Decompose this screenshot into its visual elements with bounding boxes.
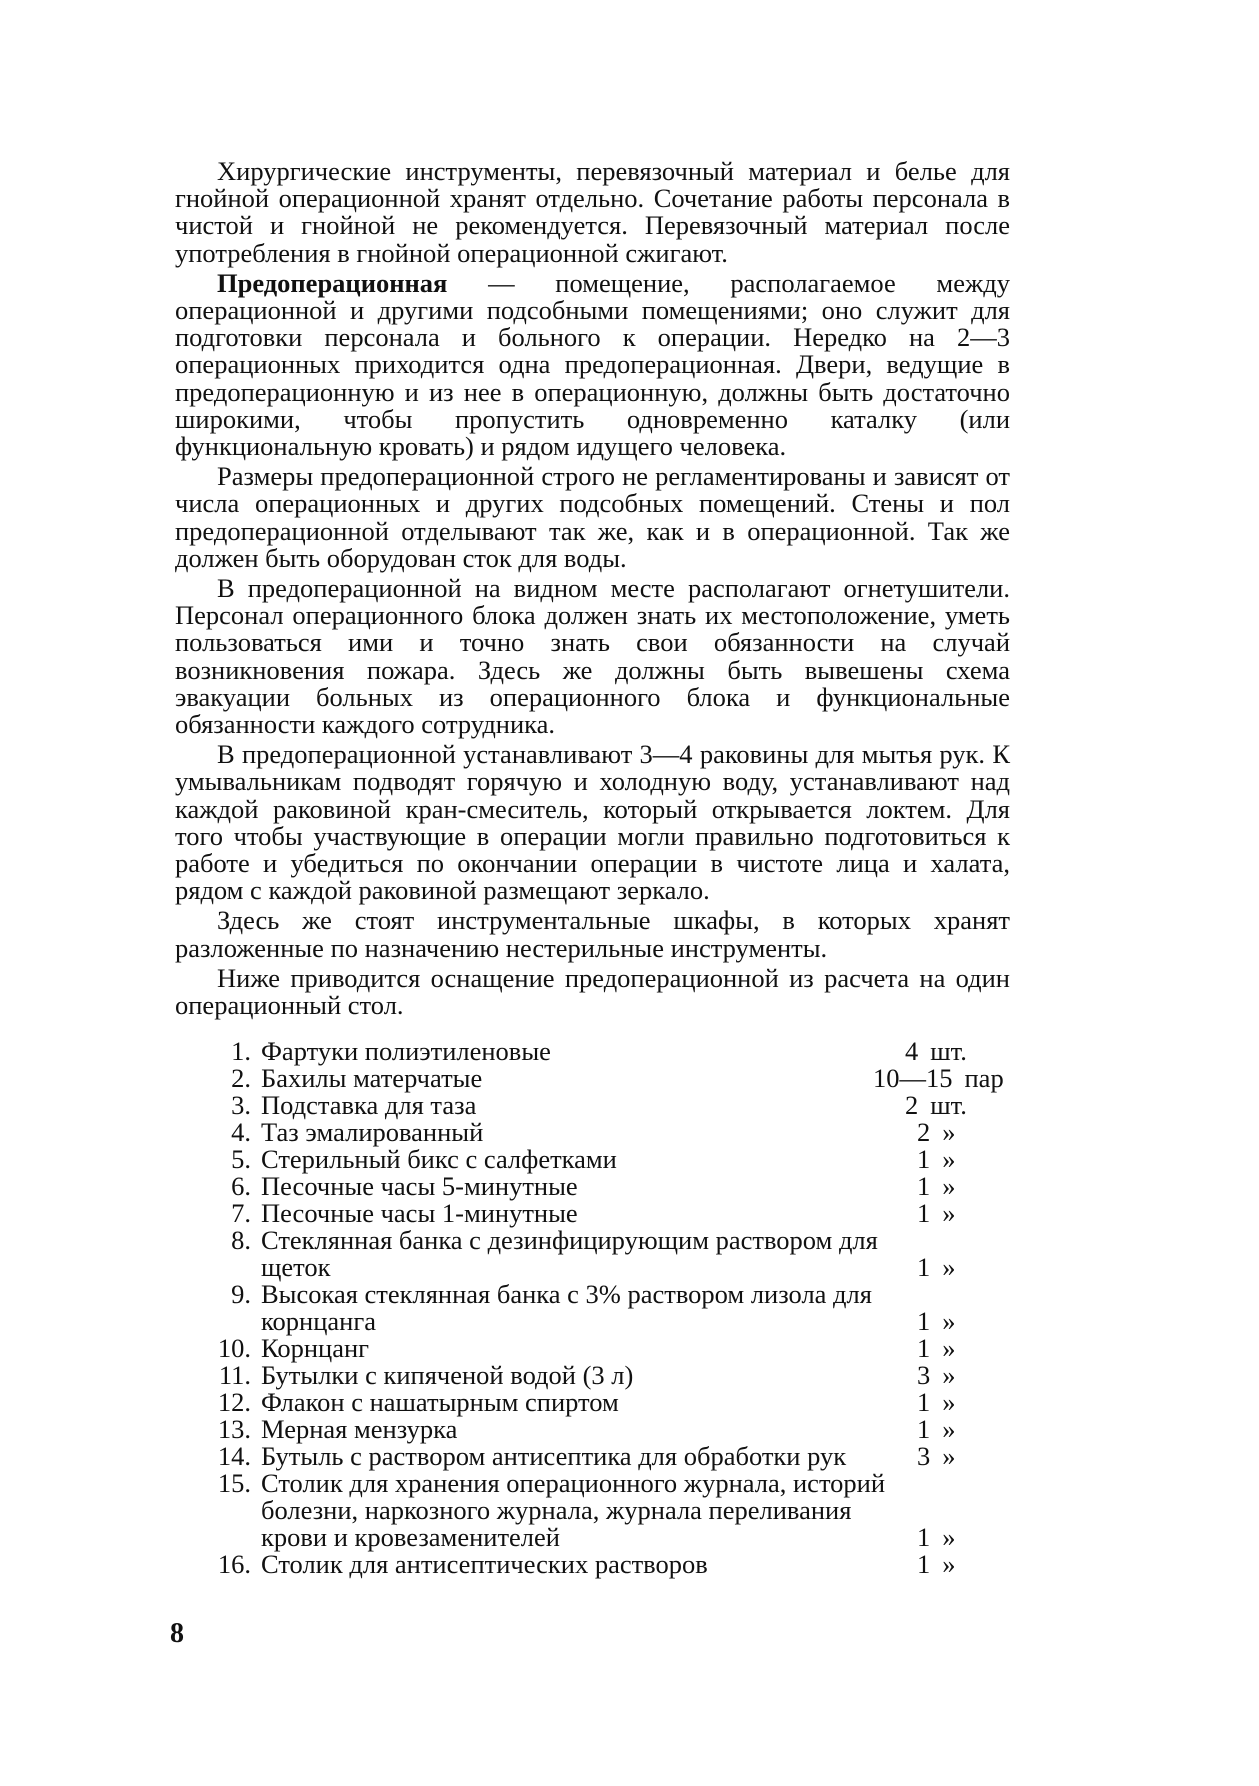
quantity-value: 2	[905, 1090, 919, 1120]
quantity-value: 1	[917, 1414, 931, 1444]
quantity-value: 1	[917, 1171, 931, 1201]
quantity-value: 1	[917, 1333, 931, 1363]
quantity-unit: »	[942, 1171, 956, 1201]
paragraph	[175, 575, 1010, 738]
page-number: 8	[170, 1618, 184, 1649]
quantity-value: 3	[917, 1360, 931, 1390]
item-number: 13.	[217, 1414, 251, 1444]
item-text: Бахилы матерчатые	[261, 1063, 483, 1093]
list-item	[205, 1551, 1045, 1578]
quantity-value: 1	[917, 1198, 931, 1228]
item-text: Корнцанг	[261, 1333, 370, 1363]
item-quantity	[917, 1146, 956, 1173]
list-item	[205, 1335, 1045, 1362]
item-quantity	[917, 1524, 956, 1551]
quantity-value: 1	[917, 1144, 931, 1174]
list-item	[205, 1119, 1045, 1146]
paragraph-text: — помещение, располагаемое между операционной и другими подсобными помещениями; оно служит для подготовки персонала и больного к операции. Нередко на 2—3 операционных приходится одна предоперационная. Двери, ведущие в предоперационную и из нее в операционную, должны быть достаточно широкими, чтобы пропустить одновременно каталку (или функциональную кровать) и рядом идущего человека.	[175, 267, 1010, 462]
paragraph	[175, 907, 1010, 961]
quantity-value: 1	[917, 1522, 931, 1552]
quantity-unit: »	[942, 1549, 956, 1579]
list-item	[205, 1227, 1045, 1281]
list-item	[205, 1281, 1045, 1335]
quantity-unit: »	[942, 1117, 956, 1147]
list-item	[205, 1173, 1045, 1200]
item-number: 2.	[231, 1063, 251, 1093]
paragraph	[175, 463, 1010, 572]
item-quantity	[917, 1389, 956, 1416]
item-text: Песочные часы 1-минутные	[261, 1198, 578, 1228]
item-quantity	[917, 1308, 956, 1335]
item-quantity	[917, 1362, 956, 1389]
paragraph	[175, 267, 1010, 462]
quantity-unit: »	[942, 1387, 956, 1417]
item-text: Мерная мензурка	[261, 1414, 458, 1444]
item-text: Высокая стеклянная банка с 3% раствором лизола для корнцанга	[261, 1279, 872, 1336]
item-text: Стерильный бикс с салфетками	[261, 1144, 617, 1174]
item-quantity	[917, 1119, 956, 1146]
item-text: Столик для антисептических растворов	[261, 1549, 708, 1579]
item-number: 8.	[231, 1225, 251, 1255]
quantity-unit: »	[942, 1144, 956, 1174]
item-quantity	[917, 1200, 956, 1227]
quantity-value: 2	[917, 1117, 931, 1147]
item-number: 11.	[218, 1360, 251, 1390]
item-number: 15.	[217, 1468, 251, 1498]
quantity-unit: »	[942, 1198, 956, 1228]
quantity-unit: »	[942, 1333, 956, 1363]
item-text: Таз эмалированный	[261, 1117, 484, 1147]
quantity-unit: шт.	[930, 1036, 967, 1066]
item-text: Флакон с нашатырным спиртом	[261, 1387, 619, 1417]
item-text: Бутылки с кипяченой водой (3 л)	[261, 1360, 634, 1390]
quantity-unit: пар	[964, 1063, 1004, 1093]
quantity-value: 4	[905, 1036, 919, 1066]
quantity-unit: »	[942, 1306, 956, 1336]
item-number: 14.	[217, 1441, 251, 1471]
quantity-value: 1	[917, 1549, 931, 1579]
quantity-unit: »	[942, 1522, 956, 1552]
item-quantity	[917, 1173, 956, 1200]
paragraph-text: Здесь же стоят инструментальные шкафы, в которых хранят разложенные по назначению нестерильные инструменты.	[175, 905, 1010, 963]
list-item	[205, 1146, 1045, 1173]
paragraph-text: Размеры предоперационной строго не регламентированы и зависят от числа операционных и других подсобных помещений. Стены и пол предоперационной отделывают так же, как и в операционной. Так же должен быть оборудован сток для воды.	[175, 461, 1010, 573]
item-text: Бутыль с раствором антисептика для обработки рук	[261, 1441, 847, 1471]
quantity-value: 1	[917, 1252, 931, 1282]
term-heading: Предоперационная	[217, 267, 448, 298]
item-number: 10.	[217, 1333, 251, 1363]
quantity-unit: »	[942, 1441, 956, 1471]
item-number: 1.	[231, 1036, 251, 1066]
quantity-value: 3	[917, 1441, 931, 1471]
list-item	[205, 1416, 1045, 1443]
equipment-list	[205, 1038, 1045, 1578]
item-number: 12.	[217, 1387, 251, 1417]
quantity-unit: шт.	[930, 1090, 967, 1120]
body-text	[175, 158, 1010, 1022]
paragraph	[175, 962, 1010, 1021]
quantity-value: 1	[917, 1387, 931, 1417]
paragraph	[175, 158, 1010, 267]
paragraph-text: В предоперационной устанавливают 3—4 раковины для мытья рук. К умывальникам подводят горячую и холодную воду, устанавливают над каждой раковиной кран-смеситель, который открывается локтем. Для того чтобы участвующие в операции могли правильно подготовиться к работе и убедиться по окончании операции в чистоте лица и халата, рядом с каждой раковиной размещают зеркало.	[175, 739, 1010, 906]
quantity-unit: »	[942, 1252, 956, 1282]
item-text: Фартуки полиэтиленовые	[261, 1036, 551, 1066]
paragraph-text: В предоперационной на видном месте располагают огнетушители. Персонал операционного блока должен знать их местоположение, уметь пользоваться ими и точно знать свои обязанности на случай возникновения пожара. Здесь же должны быть вывешены схема эвакуации больных из операционного блока и функциональные обязанности каждого сотрудника.	[175, 573, 1010, 740]
paragraph-text: Ниже приводится оснащение предоперационной из расчета на один операционный стол.	[175, 962, 1010, 1021]
list-item	[205, 1092, 1045, 1119]
quantity-value: 10—15	[873, 1063, 953, 1093]
item-quantity	[905, 1092, 967, 1119]
item-text: Песочные часы 5-минутные	[261, 1171, 578, 1201]
quantity-value: 1	[917, 1306, 931, 1336]
list-item	[205, 1443, 1045, 1470]
list-item	[205, 1362, 1045, 1389]
item-quantity	[917, 1416, 956, 1443]
item-number: 3.	[231, 1090, 251, 1120]
item-number: 5.	[231, 1144, 251, 1174]
item-number: 9.	[231, 1279, 251, 1309]
quantity-unit: »	[942, 1360, 956, 1390]
quantity-unit: »	[942, 1414, 956, 1444]
item-quantity	[917, 1443, 956, 1470]
item-quantity	[917, 1335, 956, 1362]
item-number: 16.	[217, 1549, 251, 1579]
paragraph	[175, 741, 1010, 904]
list-item	[205, 1389, 1045, 1416]
item-quantity	[917, 1254, 956, 1281]
item-text: Стеклянная банка с дезинфицирующим раствором для щеток	[261, 1225, 878, 1282]
item-text: Столик для хранения операционного журнала, историй болезни, наркозного журнала, журнала переливания крови и кровезаменителей	[261, 1468, 886, 1552]
paragraph-text: Хирургические инструменты, перевязочный материал и белье для гнойной операционной хранят отдельно. Сочетание работы персонала в чистой и гнойной не рекомендуется. Перевязочный материал после употребления в гнойной операционной сжигают.	[175, 156, 1010, 268]
item-number: 7.	[231, 1198, 251, 1228]
list-item	[205, 1200, 1045, 1227]
item-quantity	[873, 1065, 1004, 1092]
item-text: Подставка для таза	[261, 1090, 477, 1120]
list-item	[205, 1470, 1045, 1551]
item-quantity	[905, 1038, 967, 1065]
list-item	[205, 1065, 1045, 1092]
item-number: 6.	[231, 1171, 251, 1201]
list-item	[205, 1038, 1045, 1065]
item-number: 4.	[231, 1117, 251, 1147]
item-quantity	[917, 1551, 956, 1578]
